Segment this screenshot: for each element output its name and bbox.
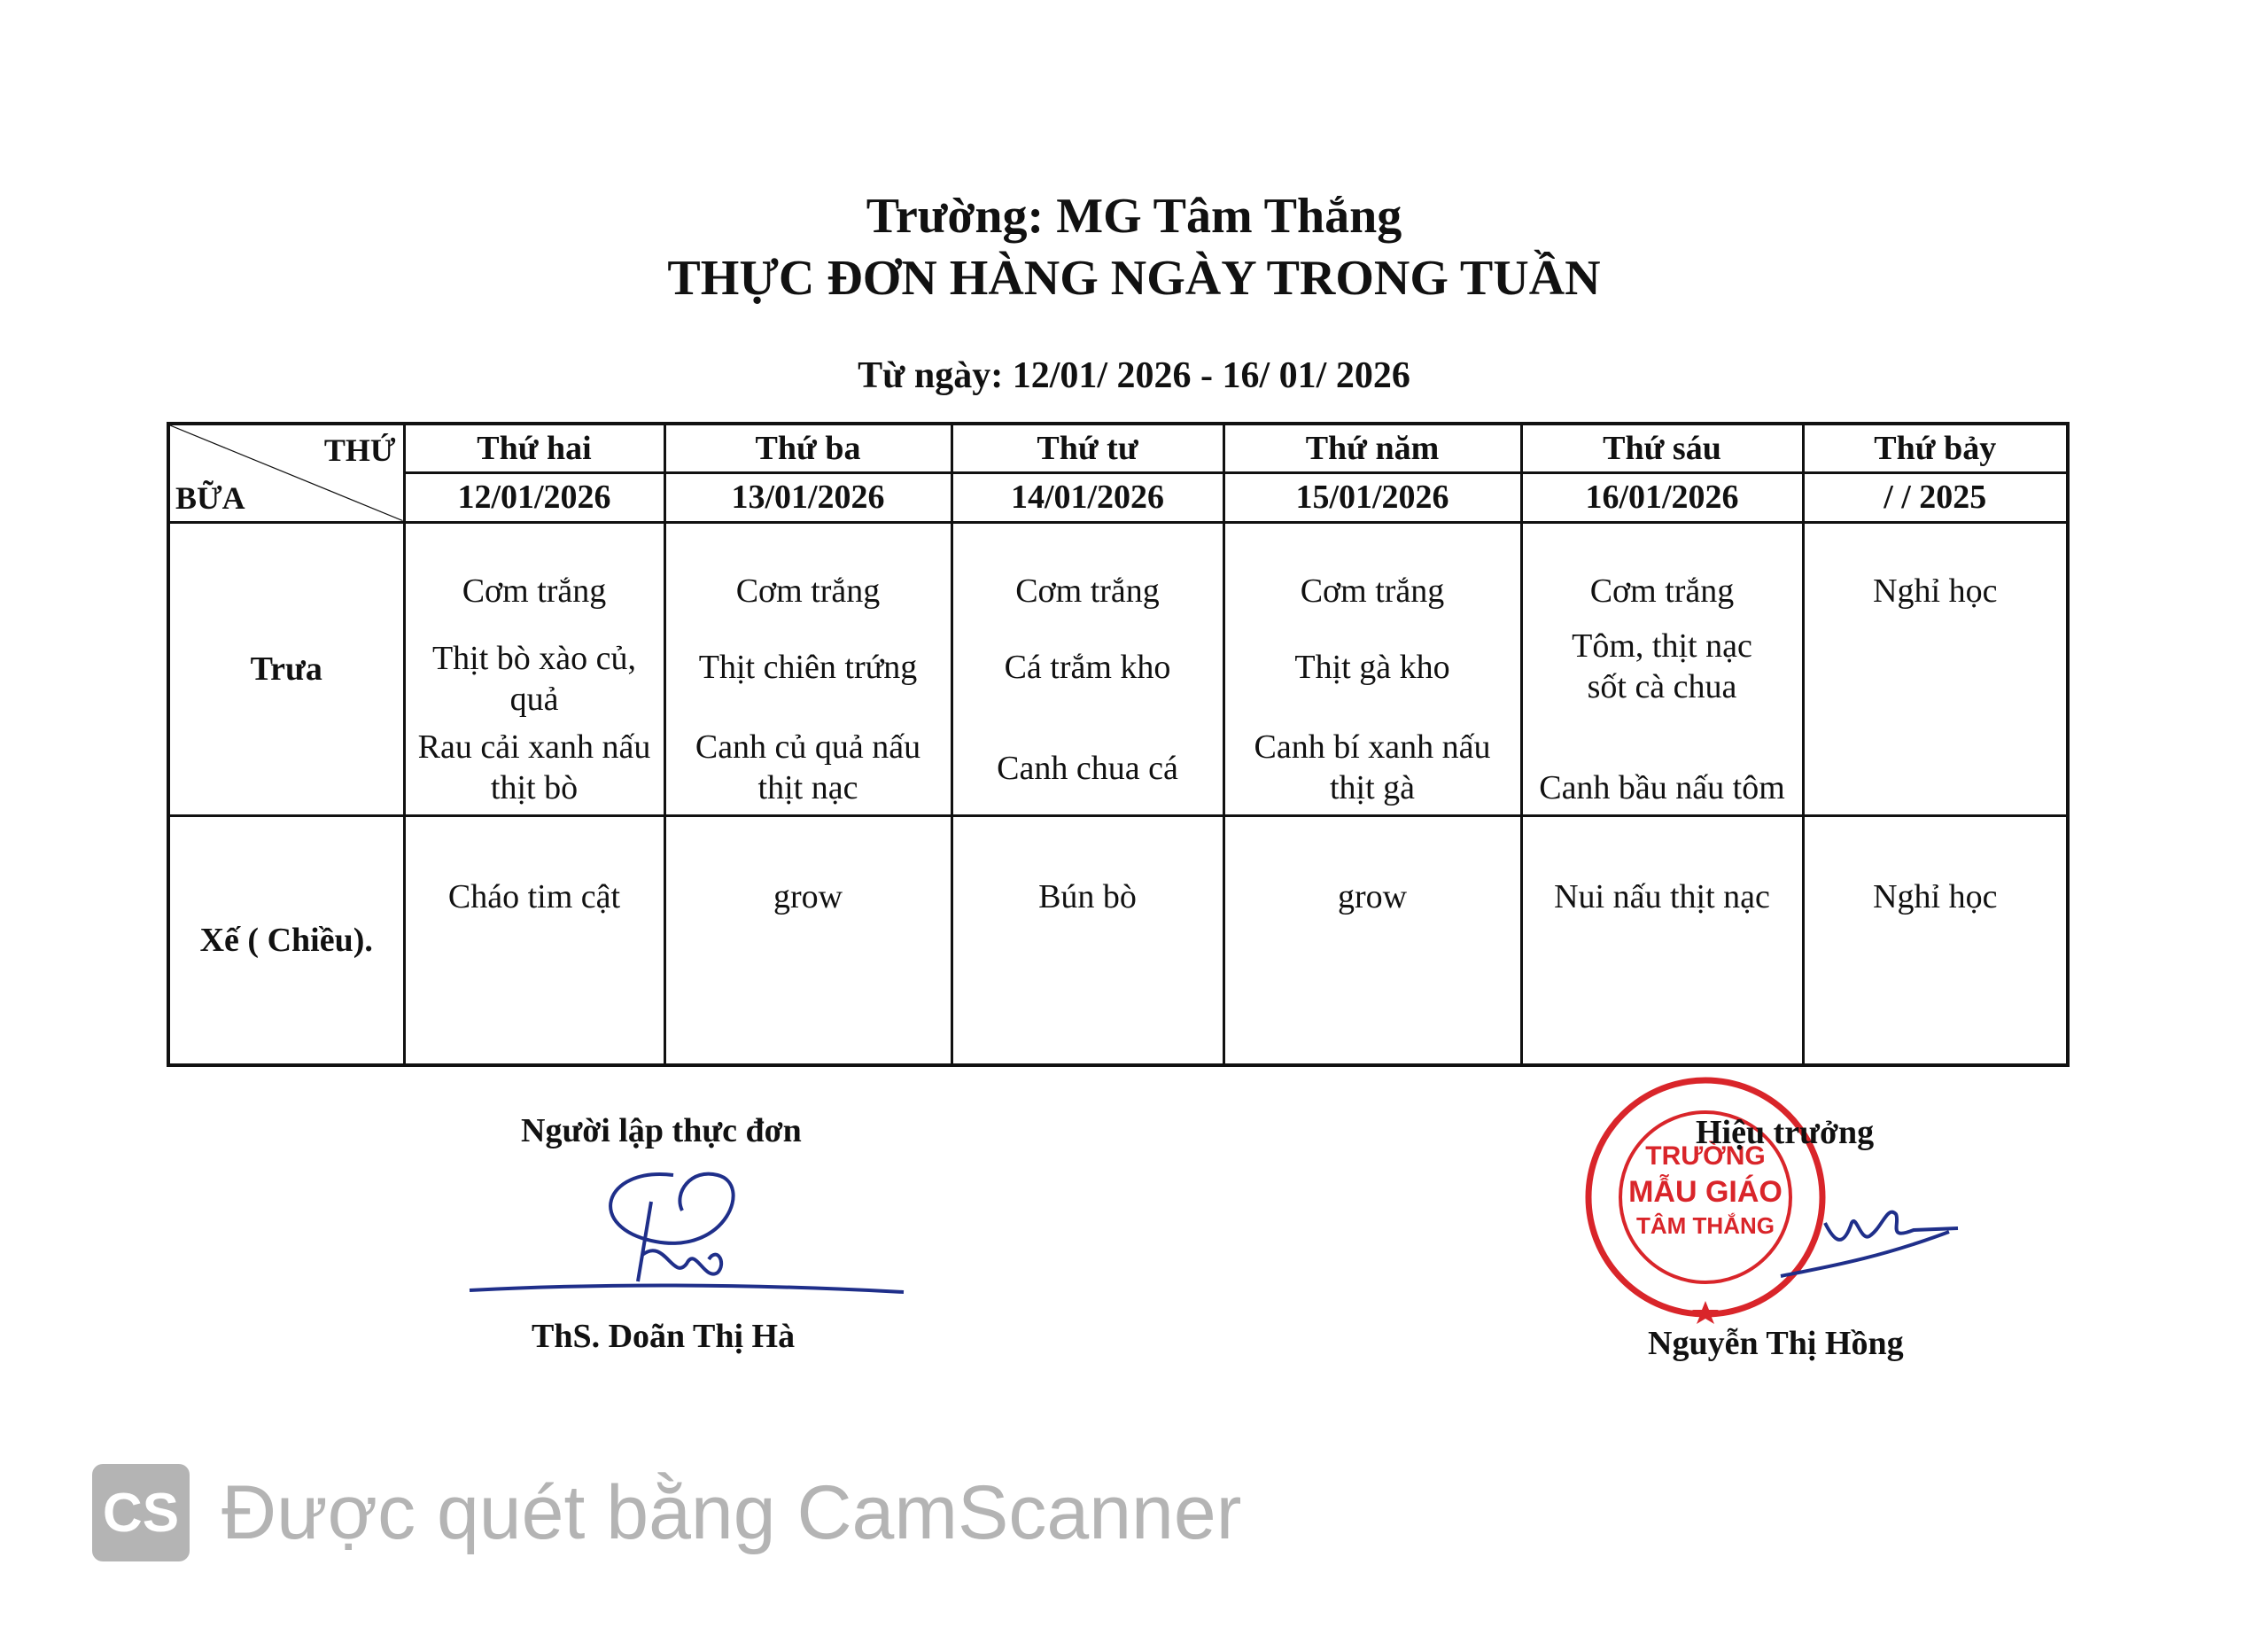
school-name: Trường: MG Tâm Thắng <box>866 189 1402 244</box>
dish-line: Cá trắm kho <box>1004 648 1171 686</box>
afternoon-cell <box>404 816 664 1065</box>
dish-line: Cơm trắng <box>1589 572 1735 610</box>
dish-line: Nui nấu thịt nạc <box>1554 878 1770 916</box>
menu-maker-title: Người lập thực đơn <box>521 1112 802 1149</box>
dish-line: thịt bò <box>490 768 579 806</box>
dish-line: Canh bí xanh nấu <box>1254 728 1491 766</box>
day-name: Thứ tư <box>951 424 1223 473</box>
dish-line: Thịt chiên trứng <box>698 648 918 686</box>
lunch-row <box>168 522 2068 816</box>
afternoon-cell <box>951 816 1223 1065</box>
day-date: 16/01/2026 <box>1521 473 1803 522</box>
dish-line: grow <box>1337 878 1408 916</box>
principal-name: Nguyễn Thị Hồng <box>1648 1325 1904 1362</box>
lunch-cell <box>664 522 951 816</box>
date-header-row <box>168 473 2068 522</box>
lunch-cell <box>951 522 1223 816</box>
stamp-line-1: TRƯỜNG <box>1645 1141 1766 1171</box>
camscanner-logo-icon: CS <box>92 1464 190 1561</box>
dish-line: thịt nạc <box>757 768 858 806</box>
dish-line: Cơm trắng <box>1015 572 1160 610</box>
dish-line: Thịt bò xào củ, <box>431 639 637 677</box>
dish-line: sốt cà chua <box>1587 667 1737 705</box>
afternoon-cell <box>1223 816 1521 1065</box>
day-date: 13/01/2026 <box>664 473 951 522</box>
lunch-cell <box>404 522 664 816</box>
signature-right <box>1772 1187 1967 1285</box>
afternoon-cell <box>1521 816 1803 1065</box>
menu-maker-name: ThS. Doãn Thị Hà <box>532 1318 796 1355</box>
dish-line: Cơm trắng <box>1300 572 1445 610</box>
day-date: 14/01/2026 <box>951 473 1223 522</box>
dish-line: Rau cải xanh nấu <box>417 728 651 766</box>
dish-line: Canh bầu nấu tôm <box>1539 768 1785 806</box>
afternoon-cell <box>1803 816 2068 1065</box>
principal-title: Hiệu trưởng <box>1696 1114 1875 1151</box>
dish-line: Cháo tim cật <box>447 878 621 916</box>
dish-line: Tôm, thịt nạc <box>1572 627 1752 665</box>
day-name: Thứ sáu <box>1521 424 1803 473</box>
stamp-line-2: MẪU GIÁO <box>1628 1175 1783 1209</box>
day-date: / / 2025 <box>1803 473 2068 522</box>
dish-line: Nghỉ học <box>1873 878 1998 916</box>
dish-line: Cơm trắng <box>462 572 607 610</box>
corner-meal-label: BỮA <box>175 479 245 516</box>
lunch-cell <box>1803 522 2068 816</box>
menu-title: THỰC ĐƠN HÀNG NGÀY TRONG TUẦN <box>667 251 1601 306</box>
dish-line: Thịt gà kho <box>1294 648 1450 686</box>
afternoon-row <box>168 816 2068 1065</box>
weekly-menu-table <box>167 422 2070 1067</box>
afternoon-label: Xế ( Chiều). <box>168 816 404 1065</box>
dish-line: quả <box>509 680 559 718</box>
dish-line: Bún bò <box>1038 878 1137 916</box>
lunch-label: Trưa <box>168 522 404 816</box>
corner-day-label: THỨ <box>323 432 396 468</box>
stamp-line-3: TÂM THẮNG <box>1636 1212 1775 1239</box>
dish-line: Canh chua cá <box>997 749 1178 787</box>
dish-line: grow <box>773 878 843 916</box>
afternoon-cell <box>664 816 951 1065</box>
day-name: Thứ ba <box>664 424 951 473</box>
day-header-row <box>168 424 2068 473</box>
dish-line: Nghỉ học <box>1873 572 1998 610</box>
dish-line: Canh củ quả nấu <box>695 728 921 766</box>
lunch-cell <box>1521 522 1803 816</box>
camscanner-text: Được quét bằng CamScanner <box>221 1469 1242 1555</box>
lunch-cell <box>1223 522 1521 816</box>
dish-line: thịt gà <box>1329 768 1416 806</box>
signature-left <box>452 1149 913 1308</box>
date-range: Từ ngày: 12/01/ 2026 - 16/ 01/ 2026 <box>858 355 1410 396</box>
camscanner-watermark <box>92 1464 1241 1561</box>
corner-cell <box>168 424 404 522</box>
day-date: 15/01/2026 <box>1223 473 1521 522</box>
day-date: 12/01/2026 <box>404 473 664 522</box>
dish-line: Cơm trắng <box>735 572 881 610</box>
day-name: Thứ hai <box>404 424 664 473</box>
day-name: Thứ bảy <box>1803 424 2068 473</box>
day-name: Thứ năm <box>1223 424 1521 473</box>
